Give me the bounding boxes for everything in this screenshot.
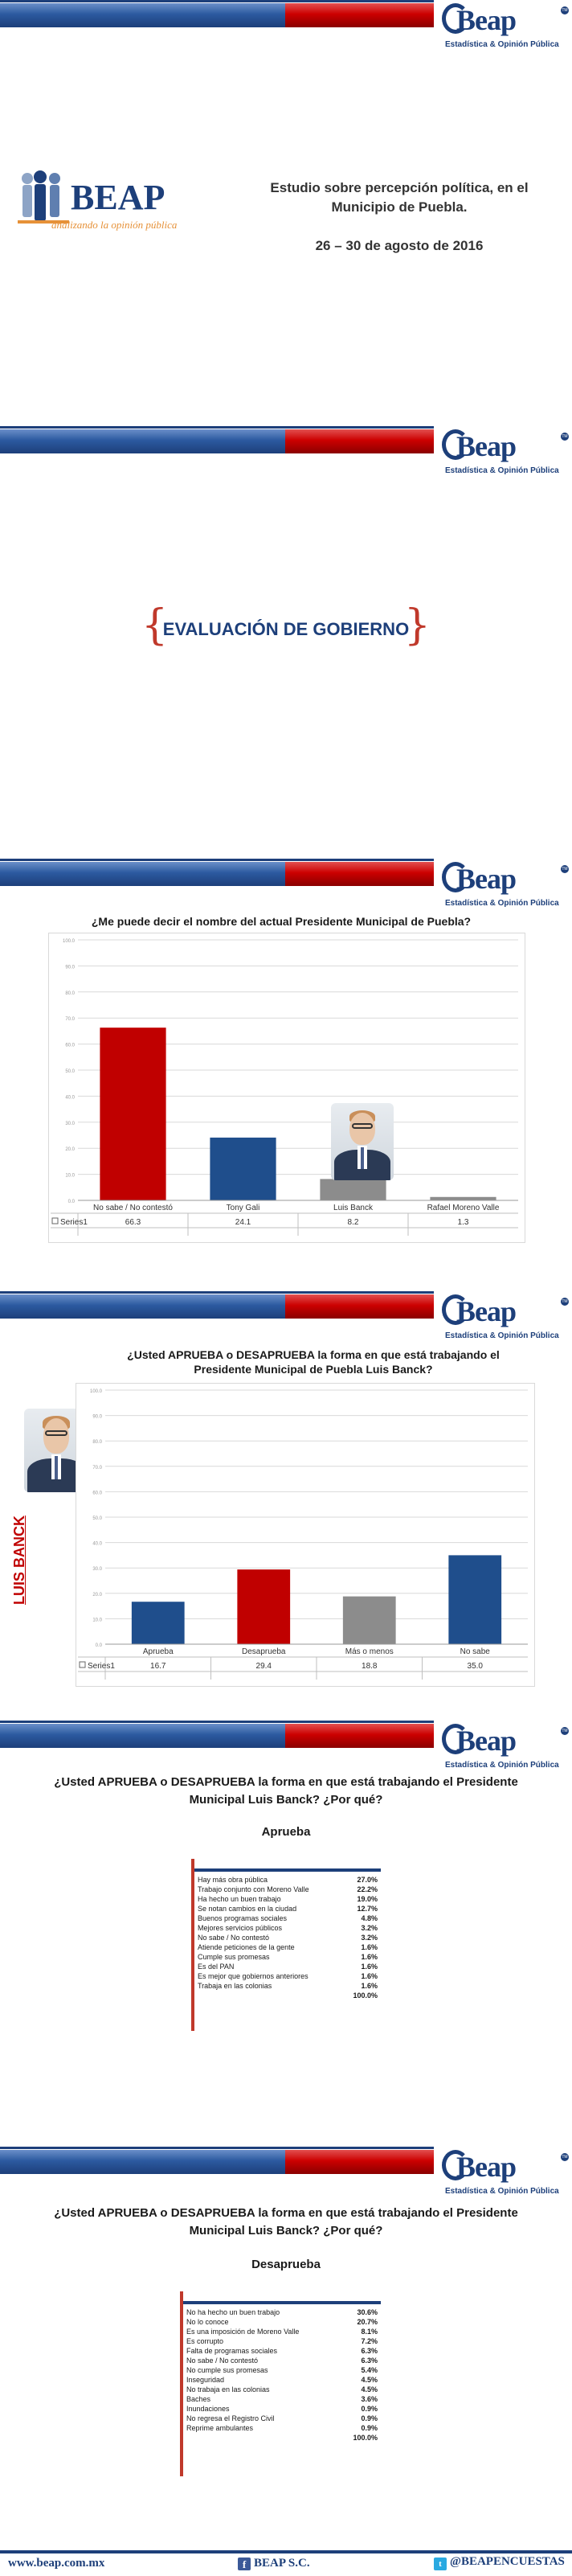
header-bar (0, 429, 434, 453)
reason-percent: 1.6% (361, 1972, 378, 1980)
table-row (185, 2336, 379, 2346)
y-tick-label: 40.0 (92, 1541, 102, 1547)
beap-logo (442, 860, 570, 917)
table-row (185, 2385, 379, 2394)
reason-percent: 12.7% (357, 1905, 378, 1913)
y-tick-label: 50.0 (65, 1069, 75, 1074)
q3-blue-rule (194, 1868, 381, 1872)
reason-label: No sabe / No contestó (186, 2357, 259, 2365)
reason-label: Es del PAN (198, 1963, 235, 1971)
reason-label: No lo conoce (186, 2318, 229, 2326)
reason-percent: 1.6% (361, 1943, 378, 1951)
tm-badge: TM (562, 434, 568, 439)
q1-title: ¿Me puede decir el nombre del actual Presidente Municipal de Puebla? (91, 915, 472, 928)
bar (100, 1028, 165, 1200)
reason-percent: 30.6% (357, 2308, 378, 2316)
q2-title-line2: Presidente Municipal de Puebla Luis Banck? (194, 1363, 433, 1376)
logo-word: Beap (456, 430, 517, 462)
data-value-label: 16.7 (150, 1662, 166, 1671)
beap-logo (442, 2, 570, 58)
tm-badge: TM (562, 1729, 568, 1733)
x-category-label: Desaprueba (242, 1647, 286, 1656)
q3-title (32, 1774, 540, 1809)
beap-figures-logo (16, 169, 72, 249)
header-bar (0, 862, 434, 886)
q4-table-frame (180, 2291, 381, 2476)
y-tick-label: 80.0 (92, 1440, 102, 1446)
q2-slide (0, 1291, 572, 1693)
y-tick-label: 80.0 (65, 991, 75, 996)
table-row (185, 2375, 379, 2385)
logo-subtitle: Estadística & Opinión Pública (445, 1331, 559, 1340)
left-brace-icon: { (141, 601, 169, 650)
reason-percent: 4.5% (361, 2376, 378, 2384)
bar (320, 1179, 386, 1200)
q2-bar-chart (76, 1384, 534, 1686)
header-bar (0, 1724, 434, 1748)
y-tick-label: 30.0 (92, 1567, 102, 1573)
table-row (196, 1894, 379, 1904)
data-value-label: 18.8 (362, 1662, 378, 1671)
y-tick-label: 50.0 (92, 1516, 102, 1521)
twitter-icon: t (434, 2558, 447, 2570)
reason-label: Falta de programas sociales (186, 2347, 278, 2355)
reason-percent: 22.2% (357, 1885, 378, 1893)
q4-slide (0, 2147, 572, 2576)
reason-label: No trabaja en las colonias (186, 2385, 270, 2393)
q1-slide (0, 859, 572, 1253)
x-category-label: Rafael Moreno Valle (427, 1204, 500, 1212)
reason-label (185, 2433, 344, 2443)
bar (448, 1555, 501, 1644)
q3-title-line2: Municipal Luis Banck? ¿Por qué? (189, 1793, 383, 1807)
reason-label: No regresa el Registro Civil (186, 2414, 275, 2422)
reason-percent: 5.4% (361, 2366, 378, 2374)
q2-title-line1: ¿Usted APRUEBA o DESAPRUEBA la forma en que está trabajando el (127, 1348, 500, 1361)
legend-swatch (80, 1662, 85, 1667)
y-tick-label: 30.0 (65, 1121, 75, 1126)
q4-table (185, 2307, 379, 2443)
right-brace-icon: } (403, 601, 431, 650)
table-row (185, 2327, 379, 2336)
cover-logo-title: BEAP (71, 178, 165, 217)
q1-bar-chart (49, 933, 525, 1242)
reason-percent: 27.0% (357, 1876, 378, 1884)
reason-percent: 0.9% (361, 2424, 378, 2432)
twitter-label: @BEAPENCUESTAS (450, 2555, 565, 2568)
logo-subtitle: Estadística & Opinión Pública (445, 466, 559, 475)
y-tick-label: 20.0 (92, 1592, 102, 1598)
table-row (196, 1991, 379, 2000)
bar (343, 1597, 396, 1644)
y-tick-label: 40.0 (65, 1095, 75, 1101)
reason-label: Inundaciones (186, 2405, 230, 2413)
q4-title (32, 2205, 540, 2240)
table-row (185, 2423, 379, 2433)
reason-percent: 4.8% (361, 1914, 378, 1922)
y-tick-label: 100.0 (62, 939, 75, 944)
study-date: 26 – 30 de agosto de 2016 (315, 238, 484, 253)
section-slide (0, 426, 572, 836)
data-value-label: 1.3 (457, 1218, 469, 1227)
reason-label: Buenos programas sociales (198, 1914, 288, 1922)
reason-percent: 0.9% (361, 2414, 378, 2422)
beap-logo (442, 1293, 570, 1349)
table-row (196, 1933, 379, 1942)
reason-percent: 6.3% (361, 2357, 378, 2365)
logo-word: Beap (456, 863, 517, 895)
reason-percent: 8.1% (361, 2328, 378, 2336)
y-tick-label: 0.0 (67, 1200, 75, 1204)
section-title-box (141, 601, 431, 653)
x-category-label: Luis Banck (333, 1204, 373, 1212)
table-row (196, 1904, 379, 1914)
header-bar (0, 2150, 434, 2174)
reason-percent: 1.6% (361, 1963, 378, 1971)
q4-blue-rule (183, 2301, 381, 2304)
logo-subtitle: Estadística & Opinión Pública (445, 899, 559, 908)
y-tick-label: 0.0 (95, 1643, 102, 1648)
legend-series-label: Series1 (88, 1662, 115, 1671)
q3-subtitle: Aprueba (261, 1825, 311, 1839)
reason-label: Mejores servicios públicos (198, 1924, 283, 1932)
q4-red-rule (180, 2291, 183, 2476)
reason-percent: 6.3% (361, 2347, 378, 2355)
table-row (196, 1885, 379, 1894)
footer-url[interactable]: www.beap.com.mx (8, 2557, 105, 2570)
footer-facebook[interactable] (238, 2557, 310, 2570)
q3-title-line1: ¿Usted APRUEBA o DESAPRUEBA la forma en que está trabajando el Presidente (54, 1775, 518, 1789)
table-row (196, 1952, 379, 1962)
reason-label: Se notan cambios en la ciudad (198, 1905, 297, 1913)
logo-word: Beap (456, 4, 517, 36)
reason-percent: 100.0% (353, 2434, 378, 2442)
x-category-label: Más o menos (345, 1647, 394, 1656)
footer-twitter[interactable] (434, 2555, 565, 2570)
footer (0, 2550, 572, 2576)
logo-subtitle: Estadística & Opinión Pública (445, 1761, 559, 1770)
y-tick-label: 70.0 (92, 1465, 102, 1471)
logo-word: Beap (456, 2151, 517, 2183)
data-value-label: 66.3 (125, 1218, 141, 1227)
study-title (235, 178, 564, 256)
reason-label: Trabajo conjunto con Moreno Valle (198, 1885, 309, 1893)
table-row (196, 1971, 379, 1981)
bar (132, 1602, 185, 1644)
y-tick-label: 20.0 (65, 1147, 75, 1153)
reason-percent: 1.6% (361, 1982, 378, 1990)
table-row (185, 2394, 379, 2404)
y-tick-label: 60.0 (92, 1491, 102, 1496)
reason-percent: 19.0% (357, 1895, 378, 1903)
reason-label: Es mejor que gobiernos anteriores (198, 1972, 308, 1980)
table-row (185, 2317, 379, 2327)
data-value-label: 8.2 (347, 1218, 359, 1227)
table-row (185, 2346, 379, 2356)
reason-label: Hay más obra pública (198, 1876, 268, 1884)
beap-logo (442, 2148, 570, 2205)
section-title: EVALUACIÓN DE GOBIERNO (162, 619, 410, 639)
reason-percent: 3.6% (361, 2395, 378, 2403)
table-row (196, 1962, 379, 1971)
header-bar (0, 1294, 434, 1319)
x-category-label: No sabe / No contestó (93, 1204, 173, 1212)
tm-badge: TM (562, 1299, 568, 1304)
y-tick-label: 90.0 (65, 965, 75, 970)
q4-subtitle: Desaprueba (251, 2258, 321, 2271)
reason-label: Es corrupto (186, 2337, 224, 2345)
data-value-label: 29.4 (255, 1662, 272, 1671)
reason-percent: 3.2% (361, 1934, 378, 1942)
table-row (185, 2307, 379, 2317)
q4-title-line1: ¿Usted APRUEBA o DESAPRUEBA la forma en que está trabajando el Presidente (54, 2206, 518, 2220)
reason-label: No cumple sus promesas (186, 2366, 268, 2374)
study-title-line1: Estudio sobre percepción política, en el (270, 180, 529, 195)
beap-logo (442, 428, 570, 484)
logo-subtitle: Estadística & Opinión Pública (445, 40, 559, 49)
table-row (196, 1875, 379, 1885)
reason-label: No sabe / No contestó (198, 1934, 270, 1942)
tm-badge: TM (562, 8, 568, 13)
table-row (185, 2404, 379, 2414)
y-tick-label: 70.0 (65, 1017, 75, 1023)
tm-badge: TM (562, 2155, 568, 2160)
table-row (185, 2414, 379, 2423)
reason-label: Cumple sus promesas (198, 1953, 270, 1961)
q3-red-rule (191, 1859, 194, 2031)
table-row (196, 1923, 379, 1933)
logo-word: Beap (456, 1725, 517, 1757)
reason-label: No ha hecho un buen trabajo (186, 2308, 280, 2316)
table-row (185, 2433, 379, 2443)
reason-percent: 3.2% (361, 1924, 378, 1932)
facebook-icon: f (238, 2558, 251, 2570)
cover-slide (0, 0, 572, 354)
x-category-label: No sabe (460, 1647, 490, 1656)
reason-percent: 20.7% (357, 2318, 378, 2326)
reason-percent: 0.9% (361, 2405, 378, 2413)
x-category-label: Tony Gali (226, 1204, 260, 1212)
reason-label: Inseguridad (186, 2376, 225, 2384)
people-icon (16, 169, 72, 249)
reason-percent: 1.6% (361, 1953, 378, 1961)
legend-series-label: Series1 (60, 1218, 88, 1227)
table-row (196, 1942, 379, 1952)
x-category-label: Aprueba (142, 1647, 174, 1656)
y-tick-label: 10.0 (92, 1618, 102, 1623)
luis-banck-vertical-label: LUIS BANCK (11, 1516, 27, 1605)
bar (430, 1197, 496, 1200)
luis-banck-photo (331, 1103, 394, 1180)
data-value-label: 24.1 (235, 1218, 251, 1227)
y-tick-label: 90.0 (92, 1414, 102, 1420)
table-row (196, 1914, 379, 1923)
q4-title-line2: Municipal Luis Banck? ¿Por qué? (189, 2224, 383, 2238)
tm-badge: TM (562, 867, 568, 872)
beap-logo (442, 1722, 570, 1778)
q3-table-frame (191, 1859, 381, 2031)
bar (210, 1138, 276, 1200)
reason-label: Es una imposición de Moreno Valle (186, 2328, 300, 2336)
q3-slide (0, 1721, 572, 2139)
reason-percent: 7.2% (361, 2337, 378, 2345)
reason-label: Baches (186, 2395, 211, 2403)
logo-word: Beap (456, 1295, 517, 1327)
q2-chart (76, 1383, 535, 1687)
reason-label: Reprime ambulantes (186, 2424, 254, 2432)
table-row (185, 2365, 379, 2375)
y-tick-label: 100.0 (89, 1389, 102, 1394)
q2-title (96, 1347, 530, 1376)
reason-percent: 4.5% (361, 2385, 378, 2393)
header-bar (0, 3, 434, 27)
q3-table (196, 1875, 379, 2000)
reason-label: Ha hecho un buen trabajo (198, 1895, 281, 1903)
cover-logo-tagline: analizando la opinión pública (51, 219, 178, 231)
y-tick-label: 60.0 (65, 1043, 75, 1048)
data-value-label: 35.0 (467, 1662, 483, 1671)
logo-subtitle: Estadística & Opinión Pública (445, 2187, 559, 2196)
reason-label (196, 1991, 344, 2000)
bar (237, 1569, 290, 1644)
y-tick-label: 10.0 (65, 1173, 75, 1179)
q1-chart (48, 933, 525, 1243)
study-title-line2: Municipio de Puebla. (331, 199, 468, 215)
table-row (196, 1981, 379, 1991)
facebook-label: BEAP S.C. (254, 2557, 310, 2570)
table-row (185, 2356, 379, 2365)
reason-label: Atiende peticiones de la gente (198, 1943, 295, 1951)
reason-label: Trabaja en las colonias (198, 1982, 272, 1990)
legend-swatch (52, 1218, 58, 1224)
reason-percent: 100.0% (353, 1991, 378, 2000)
